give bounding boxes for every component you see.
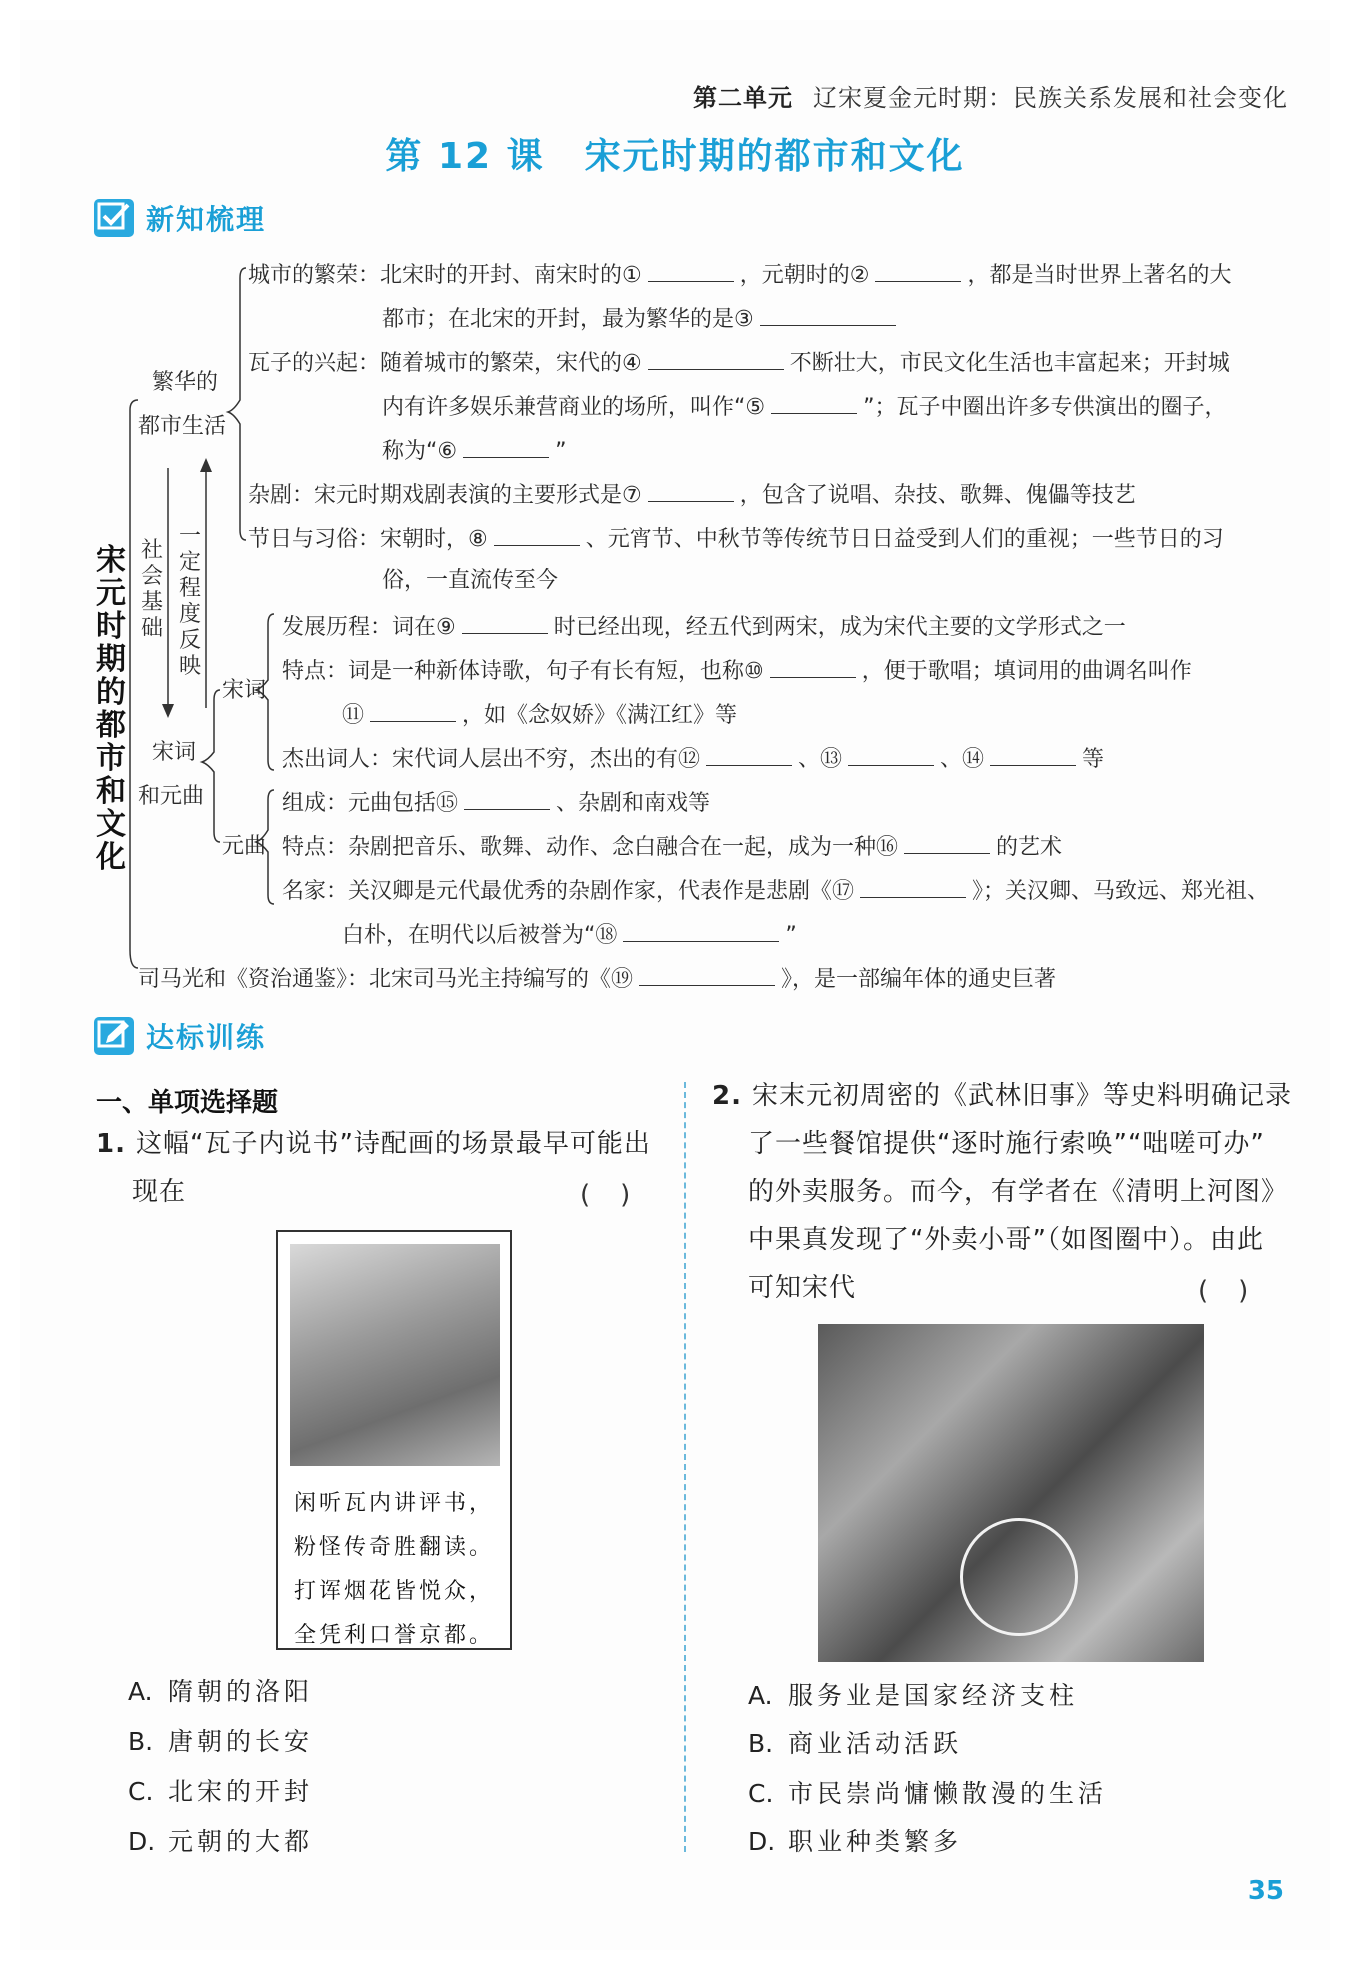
q1-option-d-text: 元朝的大都	[168, 1827, 314, 1856]
q2-option-c-label: C.	[748, 1779, 774, 1808]
answer-blank-1[interactable]	[648, 262, 734, 282]
answer-blank-12[interactable]	[706, 746, 792, 766]
qu-row1-text-b: 、杂剧和南戏等	[556, 791, 711, 816]
q1-option-d[interactable]	[128, 1822, 313, 1858]
question-type-heading: 一、单项选择题	[96, 1088, 279, 1118]
unit-header	[693, 78, 1288, 113]
city-row7-text-b: 、元宵节、中秋节等传统节日日益受到人们的重视；一些节日的习	[585, 527, 1224, 552]
section-knowledge-label: 新知梳理	[146, 203, 267, 236]
ci-row2-text-b: ，便于歌唱；填词用的曲调名叫作	[861, 659, 1192, 684]
column-divider	[684, 1082, 686, 1852]
qu-row2-text-a: 特点：杂剧把音乐、歌舞、动作、念白融合在一起，成为一种⑯	[282, 835, 899, 860]
lesson-title	[0, 128, 1350, 179]
q1-option-d-label: D.	[128, 1827, 156, 1856]
lesson-number: 第 12 课	[385, 136, 545, 177]
answer-blank-6[interactable]	[463, 438, 549, 458]
city-row5-text-b: ”	[555, 439, 567, 464]
answer-blank-18[interactable]	[623, 922, 779, 942]
question-1-line2: 现在	[132, 1177, 187, 1207]
ci-row2	[282, 658, 1192, 683]
q2-option-c-text: 市民崇尚慵懒散漫的生活	[788, 1779, 1108, 1808]
qu-row2-text-b: 的艺术	[996, 835, 1063, 860]
q1-option-c[interactable]	[128, 1772, 313, 1808]
question-2-answer-paren[interactable]: ()	[1198, 1276, 1279, 1306]
ci-row4-text-d: 等	[1082, 747, 1105, 772]
ci-row1-text-b: 时已经出现，经五代到两宋，成为宋代主要的文学形式之一	[553, 615, 1126, 640]
q1-option-b-text: 唐朝的长安	[168, 1727, 314, 1756]
q2-option-b-label: B.	[748, 1729, 774, 1758]
question-1-number: 1.	[96, 1129, 126, 1159]
qu-row4-text-b: ”	[785, 923, 797, 948]
ci-row3-text-b: ，如《念奴娇》《满江红》等	[462, 703, 738, 728]
unit-title: 辽宋夏金元时期：民族关系发展和社会变化	[813, 84, 1288, 112]
city-row3-text-b: 不断壮大，市民文化生活也丰富起来；开封城	[789, 351, 1230, 376]
node-yuanqu: 元曲	[222, 834, 267, 859]
answer-blank-5[interactable]	[771, 394, 857, 414]
city-row1-text-b: ，元朝时的②	[739, 263, 870, 288]
qu-row1	[282, 790, 710, 815]
answer-blank-16[interactable]	[904, 834, 990, 854]
qu-row4-text-a: 白朴，在明代以后被誉为“⑱	[342, 923, 618, 948]
answer-blank-14[interactable]	[990, 746, 1076, 766]
qingming-painting-detail	[818, 1324, 1204, 1662]
q1-option-b[interactable]	[128, 1722, 313, 1758]
poem-line-3: 打诨烟花皆悦众，	[293, 1579, 494, 1604]
qu-row3-text-b: 》；关汉卿、马致远、郑光祖、	[972, 879, 1270, 904]
highlight-circle	[960, 1518, 1078, 1636]
question-2-line2: 了一些餐馆提供“逐时施行索唤”“咄嗟可办”	[748, 1129, 1265, 1159]
answer-blank-3[interactable]	[760, 306, 896, 326]
node-songci: 宋词	[222, 678, 267, 703]
answer-blank-17[interactable]	[860, 878, 966, 898]
answer-blank-2[interactable]	[875, 262, 961, 282]
answer-blank-13[interactable]	[848, 746, 934, 766]
city-row4	[382, 394, 1227, 419]
q2-option-a-text: 服务业是国家经济支柱	[788, 1681, 1079, 1710]
answer-blank-10[interactable]	[770, 658, 856, 678]
ci-row3-text-a: ⑪	[342, 703, 365, 728]
qu-row4	[342, 922, 797, 947]
arrow-label-reflect: 一定程度反映	[178, 524, 201, 679]
unit-number: 第二单元	[693, 84, 793, 112]
branch-city-line1: 繁华的	[152, 370, 219, 395]
ci-row3	[342, 702, 737, 727]
answer-blank-9[interactable]	[462, 614, 548, 634]
ci-row1-text-a: 发展历程：词在⑨	[282, 615, 456, 640]
q1-option-a-text: 隋朝的洛阳	[168, 1677, 314, 1706]
city-row7	[248, 526, 1224, 551]
question-2-line1: 宋末元初周密的《武林旧事》等史料明确记录	[751, 1081, 1292, 1111]
q2-option-b[interactable]	[748, 1724, 962, 1760]
question-2-line4: 中果真发现了“外卖小哥”（如图圈中）。由此	[748, 1225, 1264, 1255]
city-row8	[382, 570, 558, 592]
pencil-note-icon	[94, 1017, 134, 1055]
ci-row1	[282, 614, 1126, 639]
city-row1-text-a: 城市的繁荣：北宋时的开封、南宋时的①	[248, 263, 642, 288]
poem-line-2: 粉怪传奇胜翻读。	[293, 1535, 494, 1560]
mindmap-root: 宋元时期的都市和文化	[96, 543, 126, 875]
q1-option-c-text: 北宋的开封	[168, 1777, 314, 1806]
sima-text-a: 司马光和《资治通鉴》：北宋司马光主持编写的《⑲	[138, 967, 634, 992]
question-1-answer-paren[interactable]: ()	[580, 1180, 661, 1210]
q2-option-d-text: 职业种类繁多	[788, 1827, 963, 1856]
q1-option-b-label: B.	[128, 1727, 154, 1756]
poem-text	[278, 1482, 510, 1658]
answer-blank-19[interactable]	[639, 966, 775, 986]
city-row6-text-b: ，包含了说唱、杂技、歌舞、傀儡等技艺	[739, 483, 1136, 508]
city-row1-text-c: ，都是当时世界上著名的大	[967, 263, 1232, 288]
city-row4-text-a: 内有许多娱乐兼营商业的场所，叫作“⑤	[382, 395, 766, 420]
city-row6-text-a: 杂剧：宋元时期戏剧表演的主要形式是⑦	[248, 483, 642, 508]
city-row3-text-a: 瓦子的兴起：随着城市的繁荣，宋代的④	[248, 351, 642, 376]
branch-lit-line1: 宋词	[152, 740, 197, 765]
q1-option-a[interactable]	[128, 1672, 313, 1708]
city-row4-text-b: ”；瓦子中圈出许多专供演出的圈子，	[863, 395, 1227, 420]
question-2-line3: 的外卖服务。而今，有学者在《清明上河图》	[748, 1177, 1289, 1207]
city-row1	[248, 262, 1231, 287]
poem-line-4: 全凭利口誉京都。	[293, 1623, 494, 1648]
city-row2-text: 都市；在北宋的开封，最为繁华的是③	[382, 307, 754, 332]
checkbox-icon	[94, 199, 134, 237]
city-row5	[382, 438, 567, 463]
city-row6	[248, 482, 1136, 507]
section-practice-heading	[94, 1016, 266, 1056]
page-number: 35	[1247, 1876, 1284, 1906]
branch-city-line2: 都市生活	[138, 414, 227, 439]
qu-row2	[282, 834, 1062, 859]
question-1-line1: 这幅“瓦子内说书”诗配画的场景最早可能出	[135, 1129, 651, 1159]
ci-row4-text-c: 、⑭	[940, 747, 985, 772]
question-2-line5: 可知宋代	[748, 1273, 857, 1303]
lesson-name: 宋元时期的都市和文化	[584, 136, 965, 177]
q1-option-a-label: A.	[128, 1677, 153, 1706]
section-knowledge-heading	[94, 198, 266, 238]
poem-line-1: 闲听瓦内讲评书，	[293, 1491, 494, 1516]
city-row7-text-a: 节日与习俗：宋朝时，⑧	[248, 527, 488, 552]
sima-text-b: 》，是一部编年体的通史巨著	[781, 967, 1057, 992]
ci-row4-text-a: 杰出词人：宋代词人层出不穷，杰出的有⑫	[282, 747, 701, 772]
q2-option-c[interactable]	[748, 1774, 1107, 1810]
city-row3	[248, 350, 1230, 375]
qu-row1-text-a: 组成：元曲包括⑮	[282, 791, 459, 816]
q2-option-a[interactable]	[748, 1676, 1078, 1712]
q2-option-a-label: A.	[748, 1681, 773, 1710]
storytelling-illustration	[290, 1244, 500, 1466]
answer-blank-4[interactable]	[648, 350, 784, 370]
arrow-label-social-basis: 社会基础	[140, 538, 163, 641]
q2-option-d[interactable]	[748, 1822, 962, 1858]
q1-option-c-label: C.	[128, 1777, 154, 1806]
branch-lit-line2: 和元曲	[138, 784, 205, 809]
ci-row4-text-b: 、⑬	[798, 747, 843, 772]
city-row8-text: 俗，一直流传至今	[382, 568, 559, 593]
ci-row4	[282, 746, 1104, 771]
answer-blank-8[interactable]	[494, 526, 580, 546]
section-practice-label: 达标训练	[146, 1021, 267, 1054]
qu-row3-text-a: 名家：关汉卿是元代最优秀的杂剧作家，代表作是悲剧《⑰	[282, 879, 855, 904]
answer-blank-7[interactable]	[648, 482, 734, 502]
sima-row	[138, 966, 1056, 991]
poem-illustration-box	[276, 1230, 512, 1650]
ci-row2-text-a: 特点：词是一种新体诗歌，句子有长有短，也称⑩	[282, 659, 764, 684]
answer-blank-15[interactable]	[464, 790, 550, 810]
city-row5-text-a: 称为“⑥	[382, 439, 458, 464]
answer-blank-11[interactable]	[370, 702, 456, 722]
city-row2	[382, 306, 902, 331]
qu-row3	[282, 878, 1269, 903]
q2-option-b-text: 商业活动活跃	[788, 1729, 963, 1758]
question-2-number: 2.	[712, 1081, 742, 1111]
q2-option-d-label: D.	[748, 1827, 776, 1856]
